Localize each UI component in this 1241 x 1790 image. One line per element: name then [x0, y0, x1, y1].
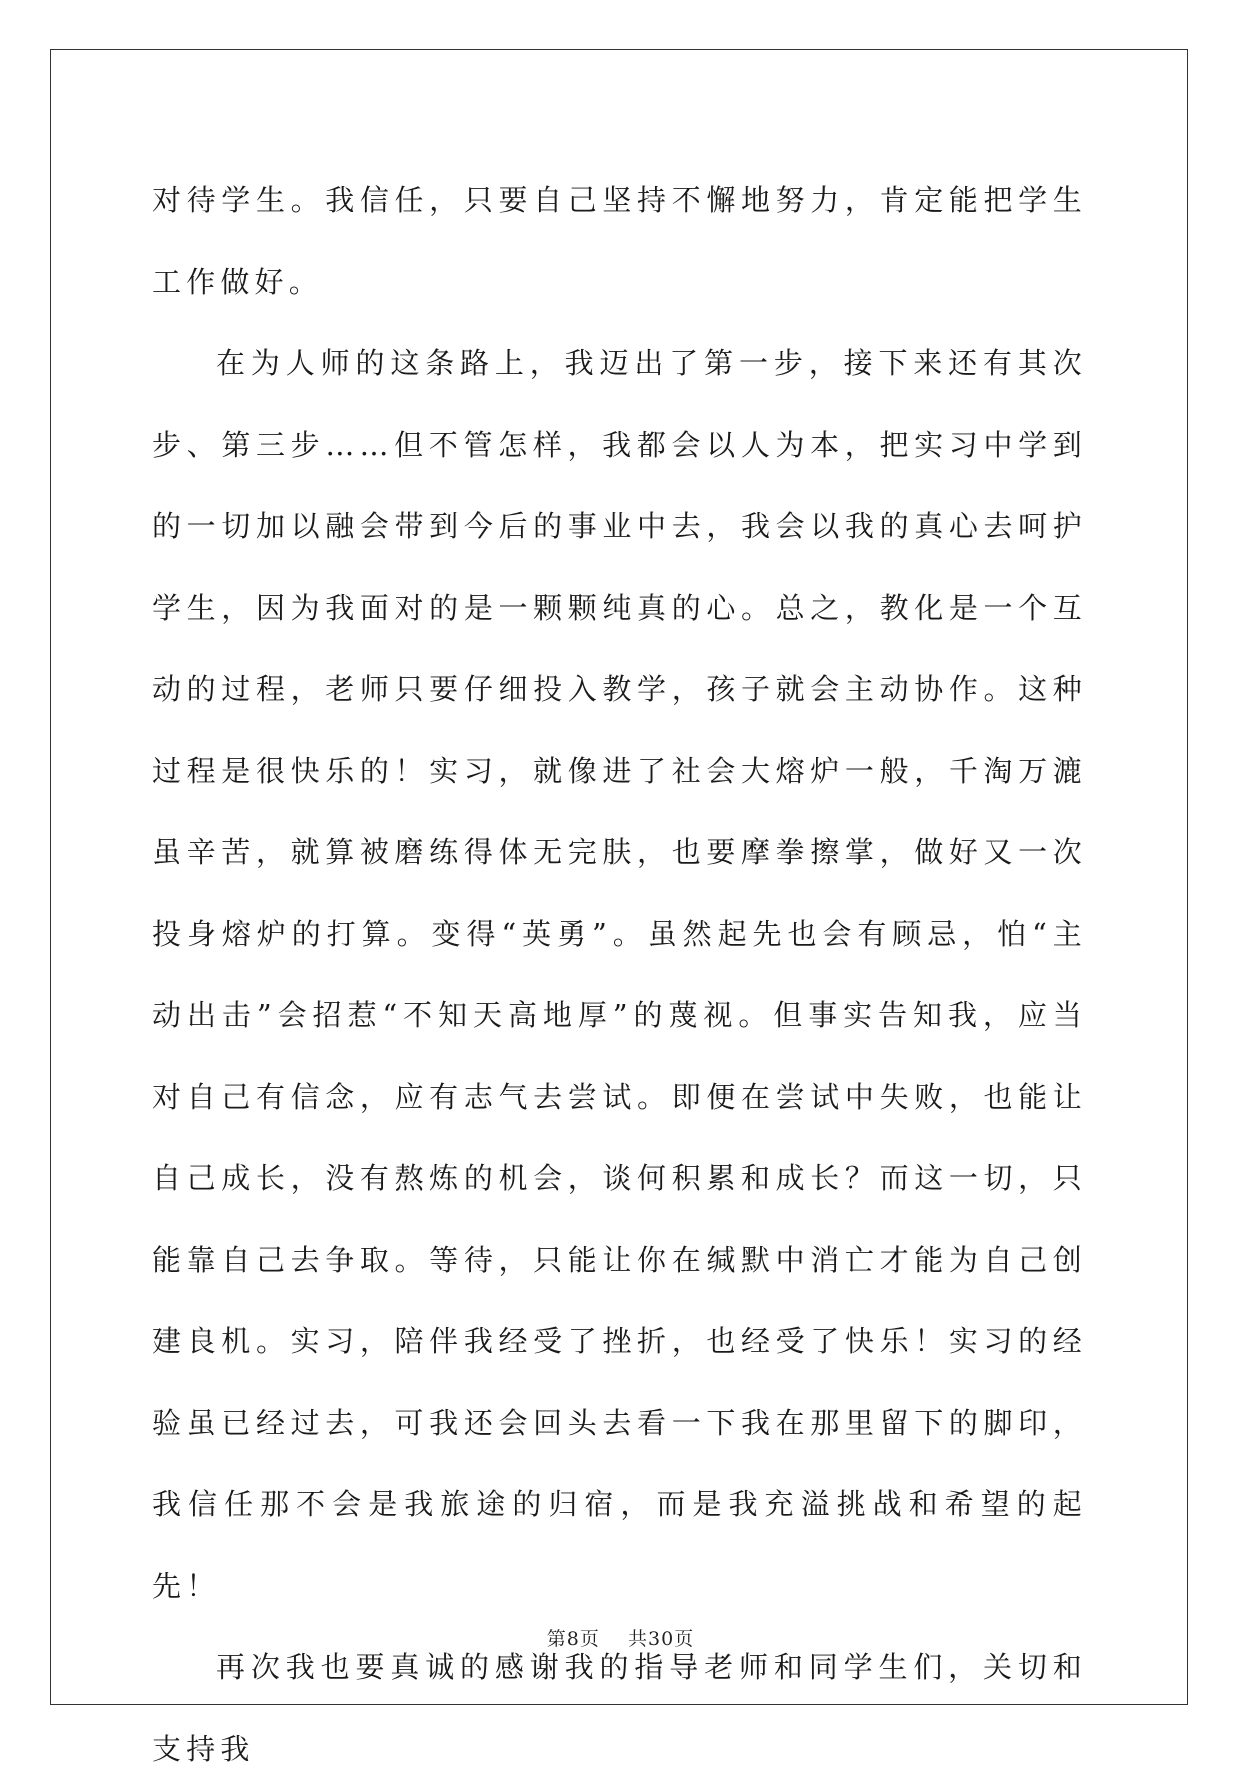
page-footer — [0, 1624, 1241, 1651]
paragraph-3: 再次我也要真诚的感谢我的指导老师和同学生们，关切和支持我 — [152, 1650, 1087, 1766]
document-body — [152, 160, 1087, 1790]
page-total: 共30页 — [628, 1628, 695, 1650]
paragraph-2: 在为人师的这条路上，我迈出了第一步，接下来还有其次步、第三步……但不管怎样，我都会以人为本，把实习中学到的一切加以融会带到今后的事业中去，我会以我的真心去呵护学生，因为我面对的是一颗颗纯真的心。总之，教化是一个互动的过程，老师只要仔细投入教学，孩子就会主动协作。这种过程是很快乐的！实习，就像进了社会大熔炉一般，千淘万漉虽辛苦，就算被磨练得体无完肤，也要摩拳擦掌，做好又一次投身熔炉的打算。变得“英勇”。虽然起先也会有顾忌，怕“主动出击”会招惹“不知天高地厚”的蔑视。但事实告知我，应当对自己有信念，应有志气去尝试。即便在尝试中失败，也能让自己成长，没有熬炼的机会，谈何积累和成长？而这一切，只能靠自己去争取。等待，只能让你在缄默中消亡才能为自己创建良机。实习，陪伴我经受了挫折，也经受了快乐！实习的经验虽已经过去，可我还会回头去看一下我在那里留下的脚印，我信任那不会是我旅途的归宿，而是我充溢挑战和希望的起先！ — [152, 346, 1087, 1603]
page-number: 第8页 — [546, 1628, 600, 1650]
paragraph-1: 对待学生。我信任，只要自己坚持不懈地努力，肯定能把学生工作做好。 — [152, 183, 1087, 299]
